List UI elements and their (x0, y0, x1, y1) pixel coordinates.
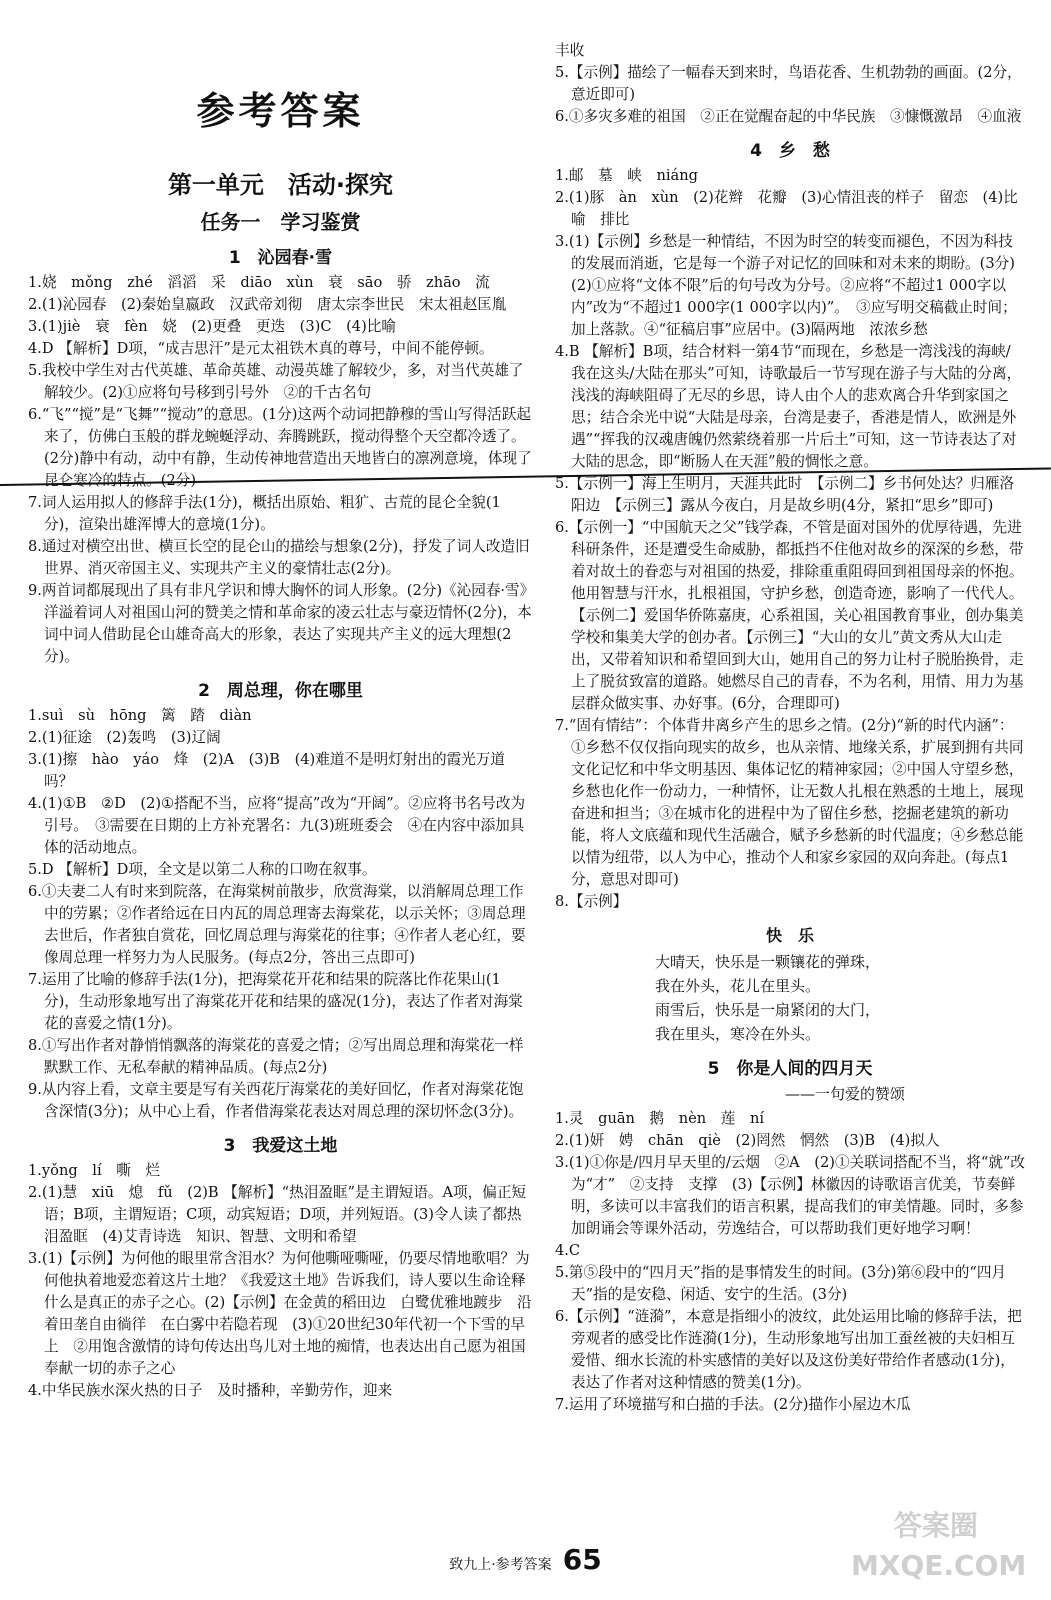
answer-item: 5.第⑤段中的“四月天”指的是事情发生的时间。(3分)第⑥段中的“四月天”指的是安稳、闲适、安宁的生活。(3分) (555, 1264, 1007, 1303)
answer-item: 1.灵 guān 鹅 nèn 莲 ní (555, 1110, 765, 1127)
answer-item: 8.①写出作者对静悄悄飘落的海棠花的喜爱之情；②写出周总理和海棠花一样默默工作、无私奉献的精神品质。(每点2分) (28, 1037, 524, 1076)
answer-list (555, 165, 1025, 913)
answer-item: 5.D 【解析】D项，全文是以第二人称的口吻在叙事。 (28, 861, 377, 878)
poem-lines (555, 950, 1025, 1046)
answer-item: 6.【示例一】“中国航天之父”钱学森，不管是面对国外的优厚待遇，先进科研条件，还是遭受生命威胁，都抵挡不住他对故乡的深深的乡愁，带着对故土的眷恋与对祖国的热爱，排除重重阻碍回到祖国母亲的怀抱。他用智慧与汗水，扎根祖国，守护乡愁，创造奇迹，影响了一代代人。【示例二】爱国华侨陈嘉庚，心系祖国，关心祖国教育事业，创办集美学校和集美大学的创办者。【示例三】“大山的女儿”黄文秀从大山走出，又带着知识和希望回到大山，她用自己的努力让村子脱胎换骨，走上了脱贫致富的道路。她燃尽自己的青春，不为名利，用情、用力为基层群众做实事、办好事。(6分，合理即可) (555, 519, 1024, 712)
answer-item: 5.【示例】描绘了一幅春天到来时，鸟语花香、生机勃勃的画面。(2分，意近即可) (555, 64, 1022, 103)
unit-heading: 第一单元 活动·探究 (167, 171, 394, 199)
answer-item: 2.(1)豚 àn xùn (2)花辫 花瓣 (3)心情沮丧的样子 留恋 (4)比喻 排比 (555, 189, 1018, 228)
task-heading: 任务一 学习鉴赏 (200, 210, 361, 234)
answer-list (28, 705, 533, 1123)
answer-item: 1.suì sù hōng 篱 踏 diàn (28, 707, 252, 724)
answer-item: 6.“飞”“搅”是“飞舞”“搅动”的意思。(1分)这两个动词把静穆的雪山写得活跃起来了，仿佛白玉般的群龙蜿蜒浮动、奔腾跳跃，搅动得整个天空都冷透了。(2分)静中有动，动中有静，生动传神地营造出天地皆白的凛冽意境，体现了昆仑寒冷的特点。(2分) (28, 406, 532, 489)
answer-item: 4.中华民族水深火热的日子 及时播种，辛勤劳作，迎来 (28, 1382, 393, 1399)
answer-item: 7.“固有情结”：个体背井离乡产生的思乡之情。(2分)“新的时代内涵”：①乡愁不仅仅指向现实的故乡，也从亲情、地缘关系，扩展到拥有共同文化记忆和中华文明基因、集体记忆的精神家园；②中国人守望乡愁，乡愁也化作一份动力，一种情怀，让无数人扎根在熟悉的土地上，展现奋进和担当；③在城市化的进程中为了留住乡愁，挖掘老建筑的新功能，将人文底蕴和现代生活融合，赋予乡愁新的时代温度；④乡愁总能以情为纽带，以人为中心，推动个人和家乡家园的双向奔赴。(每点1分，意思对即可) (555, 717, 1024, 888)
answer-item: 4.C (555, 1242, 581, 1259)
answer-item: 9.两首词都展现出了具有非凡学识和博大胸怀的词人形象。(2分)《沁园春·雪》洋溢着词人对祖国山河的赞美之情和革命家的凌云壮志与豪迈情怀(2分)，本词中词人借助昆仑山雄奇高大的形象，表达了实现共产主义的远大理想(2分)。 (28, 582, 532, 665)
answer-item: 2.(1)沁园春 (2)秦始皇嬴政 汉武帝刘彻 唐太宗李世民 宋太祖赵匡胤 (28, 296, 507, 313)
page-number: 65 (562, 1543, 602, 1576)
poem-line: 我在外头，花儿在里头。 (655, 977, 821, 995)
answer-item: 5.我校中学生对古代英雄、革命英雄、动漫英雄了解较少，多，对当代英雄了解较少。(2)①应将句号移到引号外 ②的千古名句 (28, 362, 524, 401)
watermark-line: 答案圈 (893, 1509, 978, 1542)
answer-item: 8.【示例】 (555, 893, 628, 910)
answer-item: 3.(1)①你是/四月早天里的/云烟 ②A (2)①关联词搭配不当，将“就”改为“才” ②支持 支撑 (3)【示例】林徽因的诗歌语言优美，节奏鲜明，多读可以丰富我们的语言积累，提高我们的审美情趣。同时，多参加朗诵会等课外活动，劳逸结合，可以帮助我们更好地学习啊！ (555, 1154, 1025, 1237)
lesson-heading: 4 乡 愁 (750, 141, 830, 161)
answer-item: 7.运用了环境描写和白描的手法。(2分)描作小屋边木瓜 (555, 1396, 911, 1413)
answer-list (555, 1108, 1025, 1416)
poem-line: 雨雪后，快乐是一扇紧闭的大门， (655, 1001, 881, 1019)
answer-item: 7.运用了比喻的修辞手法(1分)，把海棠花开花和结果的院落比作花果山(1分)，生动形象地写出了海棠花开花和结果的盛况(1分)，表达了作者对海棠花的喜爱之情(1分)。 (28, 971, 523, 1032)
answer-item: 7.词人运用拟人的修辞手法(1分)，概括出原始、粗犷、古荒的昆仑全貌(1分)，渲染出雄浑博大的意境(1分)。 (28, 494, 501, 533)
poem-line: 大晴天，快乐是一颗镶花的弹珠， (655, 953, 881, 971)
answer-item: 6.①多灾多难的祖国 ②正在觉醒奋起的中华民族 ③慷慨激昂 ④血液 (555, 108, 1022, 125)
page-title: 参考答案 (196, 89, 365, 133)
example-poem (555, 923, 1025, 1046)
watermark-logo (851, 1506, 1027, 1586)
answer-item: 1.邮 墓 峡 niáng (555, 167, 698, 184)
poem-title: 快 乐 (765, 926, 814, 945)
answer-list (28, 272, 533, 668)
right-column (555, 40, 1025, 1540)
poem-line: 我在里头，寒冷在外头。 (655, 1025, 821, 1043)
answer-item: 2.(1)慧 xiū 熄 fǔ (2)B 【解析】“热泪盈眶”是主谓短语。A项，偏正短语；B项，主谓短语；C项，动宾短语；D项，并列短语。(3)令人读了都热泪盈眶 (4)艾青诗选 知识、智慧、文明和希望 (28, 1184, 527, 1245)
answer-item: 3.(1)擦 hào yáo 烽 (2)A (3)B (4)难道不是明灯射出的霞光万道吗？ (28, 751, 505, 790)
answer-item: 1.娆 mǒng zhé 滔滔 采 diāo xùn 衰 sāo 骄 zhāo 流 (28, 274, 490, 291)
lesson-heading: 1 沁园春·雪 (228, 248, 333, 268)
lesson-heading: 3 我爱这土地 (223, 1136, 338, 1156)
answer-item: 2.(1)征途 (2)轰鸣 (3)辽阔 (28, 729, 221, 746)
answer-item: 4.(1)①B ②D (2)①搭配不当，应将“提高”改为“开阔”。②应将书名号改为引号。 ③需要在日期的上方补充署名：九(3)班班委会 ④在内容中添加具体的活动地点。 (28, 795, 526, 856)
left-column (28, 40, 533, 1540)
lesson-subtitle: ——一句爱的赞颂 (784, 1085, 905, 1103)
answer-item: 8.通过对横空出世、横亘长空的昆仑山的描绘与想象(2分)，抒发了词人改造旧世界、消灭帝国主义、实现共产主义的豪情壮志(2分)。 (28, 538, 530, 577)
answer-item: 6.①夫妻二人有时来到院落，在海棠树前散步，欣赏海棠，以消解周总理工作中的劳累；②作者给远在日内瓦的周总理寄去海棠花，以示关怀；③周总理去世后，作者独自赏花，回忆周总理与海棠花的往事；④作者人老心红，要像周总理一样努力为人民服务。(每点2分，答出三点即可) (28, 883, 526, 966)
answer-item: 5.【示例一】海上生明月，天涯共此时 【示例二】乡书何处达？归雁洛阳边 【示例三】露从今夜白，月是故乡明(4分，紧扣“思乡”即可) (555, 475, 1015, 514)
answer-item: 6.【示例】“涟漪”，本意是指细小的波纹，此处运用比喻的修辞手法，把旁观者的感受比作涟漪(1分)，生动形象地写出加工蚕丝被的夫妇相互爱惜、细水长流的朴实感情的美好以及这份美好带给作者感动(1分)，表达了作者对这种情感的赞美(1分)。 (555, 1308, 1022, 1391)
watermark-line: MXQE.COM (851, 1549, 1027, 1582)
answer-item: 1.yǒng lí 嘶 烂 (28, 1162, 160, 1179)
answer-item: 9.从内容上看，文章主要是写有关西花厅海棠花的美好回忆，作者对海棠花饱含深情(3分)；从中心上看，作者借海棠花表达对周总理的深切怀念(3分)。 (28, 1081, 524, 1120)
answer-list (555, 40, 1025, 128)
answer-item: 3.(1)【示例】乡愁是一种情结，不因为时空的转变而褪色，不因为科技的发展而消逝，它是每一个游子对记忆的回味和对未来的期盼。(3分)(2)①应将“文体不限”后的句号改为分号。②应将“不超过1 000字以内”改为“不超过1 000字(1 000字以内)”。 ③应写明交稿截止时间；加上落款。④“征稿启事”应居中。(3)隔两地 浓浓乡愁 (555, 233, 1017, 338)
answer-item: 丰收 (555, 42, 585, 59)
footer-label: 致九上·参考答案 (449, 1557, 552, 1573)
answer-item: 2.(1)妍 娉 chān qiè (2)罔然 惘然 (3)B (4)拟人 (555, 1132, 940, 1149)
answer-item: 3.(1)【示例】为何他的眼里常含泪水？为何他嘶哑嘶哑，仍要尽情地歌唱？为何他执着地爱恋着这片土地？《我爱这土地》告诉我们，诗人要以生命诠释什么是真正的赤子之心。(2)【示例】在金黄的稻田边 白鹭优雅地踱步 沿着田垄自由徜徉 在白雾中若隐若现 (3)①20世纪30年代初一个下雪的早上 ②用饱含激情的诗句传达出鸟儿对土地的痴情，也表达出自己愿为祖国奉献一切的赤子之心 (28, 1250, 532, 1377)
answer-item: 4.B 【解析】B项，结合材料一第4节“而现在，乡愁是一湾浅浅的海峡/我在这头/大陆在那头”可知，诗歌最后一节写现在游子与大陆的分离，浅浅的海峡阻碍了无尽的乡思，诗人由个人的悲欢离合升华到家国之思；结合余光中说“大陆是母亲，台湾是妻子，香港是情人，欧洲是外遇”“挥我的汉魂唐魄仍然萦绕着那一片后土”可知，这一节诗表达了对大陆的思念，即“断肠人在天涯”般的惆怅之意。 (555, 343, 1022, 470)
lesson-heading: 2 周总理，你在哪里 (198, 681, 363, 701)
answer-item: 4.D 【解析】D项，“成吉思汗”是元太祖铁木真的尊号，中间不能停顿。 (28, 340, 494, 357)
lesson-heading: 5 你是人间的四月天 (707, 1059, 873, 1079)
answer-list (28, 1160, 533, 1402)
answer-item: 3.(1)jiè 衰 fèn 娆 (2)更叠 更迭 (3)C (4)比喻 (28, 318, 396, 335)
